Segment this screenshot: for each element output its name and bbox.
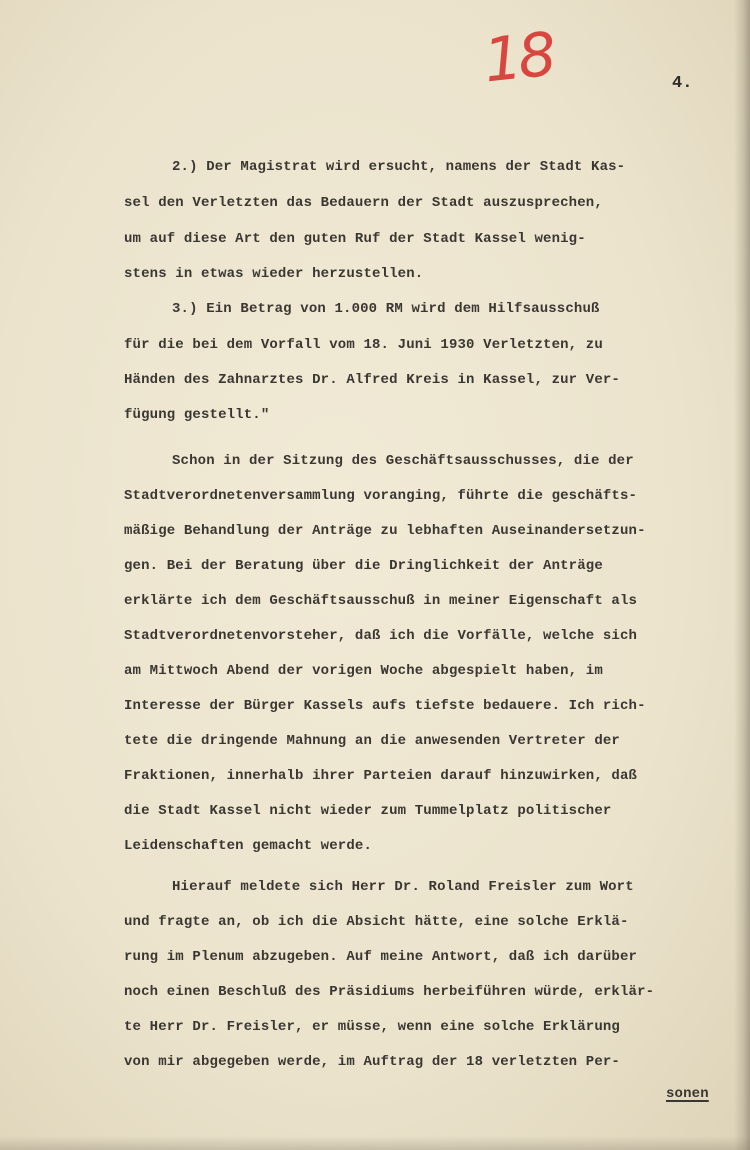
page-bottom-shadow: [0, 1136, 750, 1150]
text-line: um auf diese Art den guten Ruf der Stadt Kassel wenig-: [124, 231, 586, 247]
text-line: Stadtverordnetenversammlung voranging, führte die geschäfts-: [124, 488, 638, 504]
text-line: Interesse der Bürger Kassels aufs tiefste bedauere. Ich rich-: [124, 698, 646, 714]
text-line: Stadtverordnetenvorsteher, daß ich die Vorfälle, welche sich: [124, 628, 638, 644]
text-line: Leidenschaften gemacht werde.: [124, 838, 372, 854]
text-line: Schon in der Sitzung des Geschäftsausschusses, die der: [172, 453, 634, 469]
text-line: rung im Plenum abzugeben. Auf meine Antwort, daß ich darüber: [124, 949, 638, 965]
text-line: erklärte ich dem Geschäftsausschuß in meiner Eigenschaft als: [124, 593, 638, 609]
text-line: von mir abgegeben werde, im Auftrag der 18 verletzten Per-: [124, 1054, 620, 1070]
text-line: noch einen Beschluß des Präsidiums herbeiführen würde, erklär-: [124, 984, 655, 1000]
page-number: 4.: [672, 74, 693, 93]
text-line: stens in etwas wieder herzustellen.: [124, 266, 424, 282]
text-line: sel den Verletzten das Bedauern der Stadt auszusprechen,: [124, 195, 603, 211]
text-line: am Mittwoch Abend der vorigen Woche abgespielt haben, im: [124, 663, 603, 679]
text-line: gen. Bei der Beratung über die Dringlichkeit der Anträge: [124, 558, 603, 574]
text-line: 2.) Der Magistrat wird ersucht, namens der Stadt Kas-: [172, 159, 626, 175]
text-line: die Stadt Kassel nicht wieder zum Tummelplatz politischer: [124, 803, 612, 819]
text-line: fügung gestellt.": [124, 407, 270, 423]
text-line: und fragte an, ob ich die Absicht hätte, eine solche Erklä-: [124, 914, 629, 930]
text-line: tete die dringende Mahnung an die anwesenden Vertreter der: [124, 733, 620, 749]
text-line: Fraktionen, innerhalb ihrer Parteien darauf hinzuwirken, daß: [124, 768, 638, 784]
text-line: mäßige Behandlung der Anträge zu lebhaften Auseinandersetzun-: [124, 523, 646, 539]
catchword: sonen: [666, 1086, 709, 1102]
text-line: 3.) Ein Betrag von 1.000 RM wird dem Hilfsausschuß: [172, 301, 600, 317]
folio-stamp-number: 18: [480, 19, 556, 97]
text-line: te Herr Dr. Freisler, er müsse, wenn eine solche Erklärung: [124, 1019, 620, 1035]
text-line: Hierauf meldete sich Herr Dr. Roland Freisler zum Wort: [172, 879, 634, 895]
text-line: Händen des Zahnarztes Dr. Alfred Kreis in Kassel, zur Ver-: [124, 372, 620, 388]
text-line: für die bei dem Vorfall vom 18. Juni 1930 Verletzten, zu: [124, 337, 603, 353]
